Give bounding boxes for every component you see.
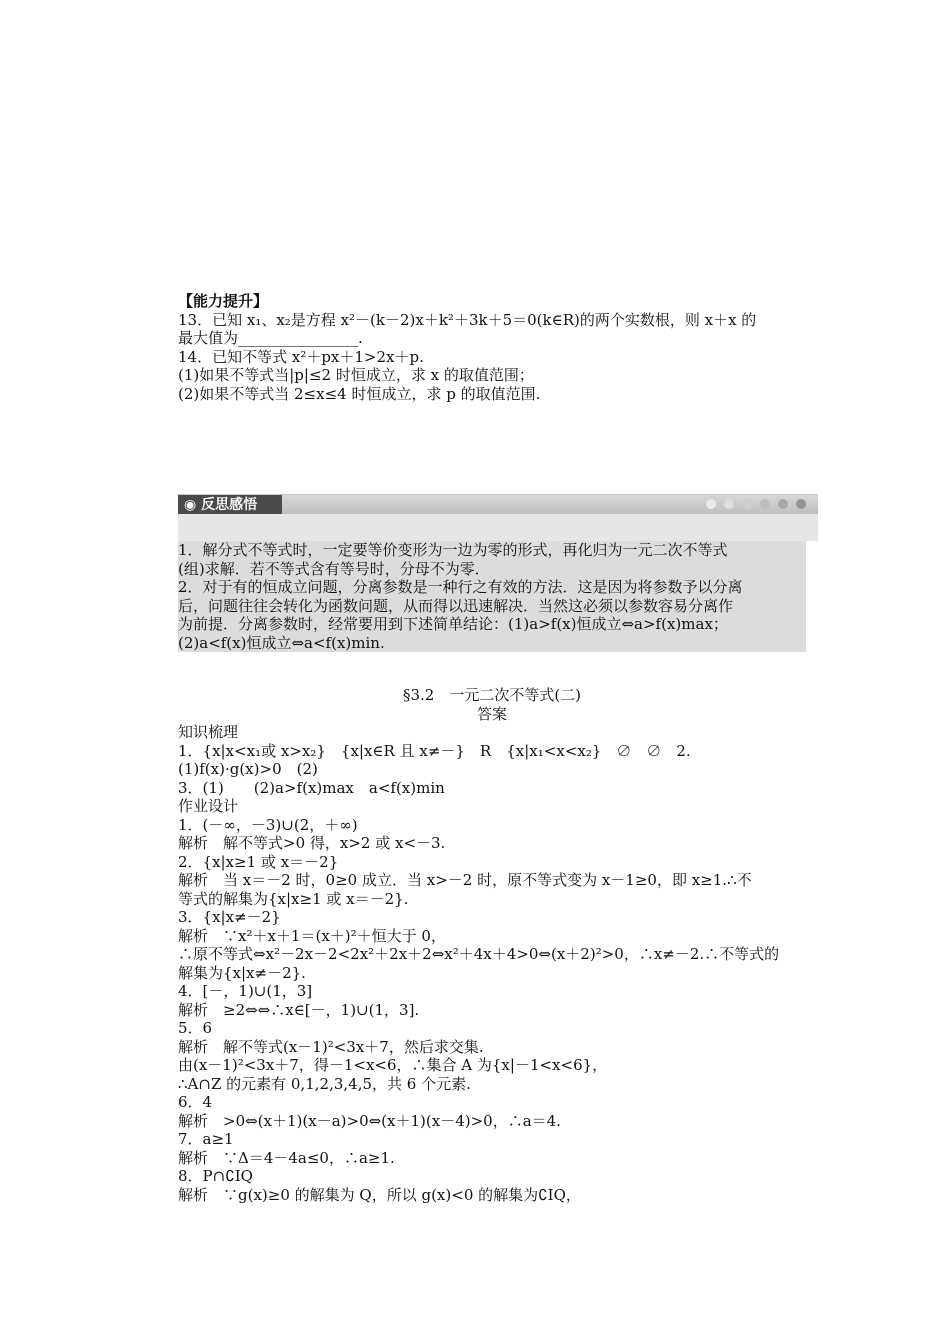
answer-line: 解析 ∵x²＋x＋1＝(x＋)²＋恒大于 0，: [178, 926, 446, 945]
problem-14-part-1: (1)如果不等式当|p|≤2 时恒成立，求 x 的取值范围；: [178, 366, 534, 384]
banner-dot-icon: [760, 499, 770, 509]
problem-13-line-1: 13．已知 x₁、x₂是方程 x²－(k－2)x＋k²＋3k＋5＝0(k∈R)的两个实数根，则 x＋x 的: [178, 310, 757, 329]
answer-line: 解析 解不等式>0 得，x>2 或 x<－3.: [178, 834, 446, 852]
reflection-title: ◉ 反思感悟: [178, 495, 282, 515]
answer-line: 解析 ≥2⇔⇔∴x∈[－，1)∪(1，3].: [178, 1000, 420, 1019]
reflection-line: (组)求解．若不等式含有等号时，分母不为零．: [178, 559, 490, 578]
section-title: §3.2 一元二次不等式(二): [402, 686, 582, 704]
reflection-spacer: [178, 514, 818, 541]
answer-line: 解析 当 x＝－2 时，0≥0 成立．当 x>－2 时，原不等式变为 x－1≥0，即 x≥1.∴不: [178, 871, 752, 889]
reflection-line: 后，问题往往会转化为函数问题，从而得以迅速解决．当然这必须以参数容易分离作: [178, 596, 734, 615]
reflection-body: [178, 541, 806, 652]
problem-13-line-2: 最大值为________________.: [178, 329, 363, 347]
problem-14-part-2: (2)如果不等式当 2≤x≤4 时恒成立，求 p 的取值范围.: [178, 384, 541, 403]
answer-line: 6．4: [178, 1093, 213, 1111]
answer-line: ∴A∩Z 的元素有 0,1,2,3,4,5，共 6 个元素.: [178, 1074, 471, 1093]
reflection-line: (2)a<f(x)恒成立⇔a<f(x)min.: [178, 633, 385, 652]
problem-14-stem: 14．已知不等式 x²＋px＋1>2x＋p.: [178, 347, 424, 366]
banner-dots: [706, 499, 806, 509]
answer-line: 由(x－1)²<3x＋7，得－1<x<6，∴集合 A 为{x|－1<x<6}，: [178, 1056, 608, 1074]
answer-line: 8．P∩∁IQ: [178, 1167, 253, 1185]
answer-line: 3．{x|x≠－2}: [178, 908, 281, 926]
answer-line: 2．{x|x≥1 或 x＝－2}: [178, 852, 339, 871]
answer-line: 5．6: [178, 1019, 213, 1037]
banner-dot-icon: [724, 499, 734, 509]
answer-line: 4．[－，1)∪(1，3]: [178, 982, 313, 1000]
banner-dot-icon: [706, 499, 716, 509]
banner-dot-icon: [778, 499, 788, 509]
ability-section: [178, 292, 818, 403]
answer-line: 作业设计: [178, 797, 239, 815]
reflection-line: 2．对于有的恒成立问题，分离参数是一种行之有效的方法．这是因为将参数予以分离: [178, 578, 743, 596]
answer-line: 3．(1) (2)a>f(x)max a<f(x)min: [178, 778, 445, 797]
answer-line: 解析 >0⇔(x＋1)(x－a)>0⇔(x＋1)(x－4)>0，∴a＝4.: [178, 1111, 561, 1130]
answer-line: 1．{x|x<x₁或 x>x₂} {x|x∈R 且 x≠－} R {x|x₁<x<x₂} ∅ ∅ 2.: [178, 741, 691, 760]
answer-line: 解集为{x|x≠－2}.: [178, 963, 306, 982]
banner-dot-icon: [796, 499, 806, 509]
answers-subtitle: 答案: [476, 705, 507, 723]
answer-line: 知识梳理: [178, 723, 239, 741]
answer-line: 解析 ∵g(x)≥0 的解集为 Q，所以 g(x)<0 的解集为∁IQ，: [178, 1185, 581, 1204]
reflection-line: 1．解分式不等式时，一定要等价变形为一边为零的形式，再化归为一元二次不等式: [178, 541, 728, 559]
answer-line: 1．(－∞，－3)∪(2，＋∞): [178, 815, 358, 834]
answer-line: 7．a≥1: [178, 1130, 234, 1148]
ability-heading: 【能力提升】: [178, 292, 269, 310]
answers-body: [178, 723, 818, 1204]
banner-dot-icon: [742, 499, 752, 509]
answer-line: ∴原不等式⇔x²－2x－2<2x²＋2x＋2⇔x²＋4x＋4>0⇔(x＋2)²>0，∴x≠－2.∴不等式的: [178, 945, 780, 963]
answer-line: 解析 ∵Δ＝4－4a≤0，∴a≥1.: [178, 1148, 395, 1167]
answer-line: 等式的解集为{x|x≥1 或 x＝－2}.: [178, 889, 409, 908]
answer-line: (1)f(x)·g(x)>0 (2): [178, 760, 318, 778]
reflection-line: 为前提．分离参数时，经常要用到下述简单结论：(1)a>f(x)恒成立⇔a>f(x)max；: [178, 615, 728, 633]
reflection-banner: [178, 494, 818, 515]
answer-line: 解析 解不等式(x－1)²<3x＋7，然后求交集.: [178, 1037, 484, 1056]
